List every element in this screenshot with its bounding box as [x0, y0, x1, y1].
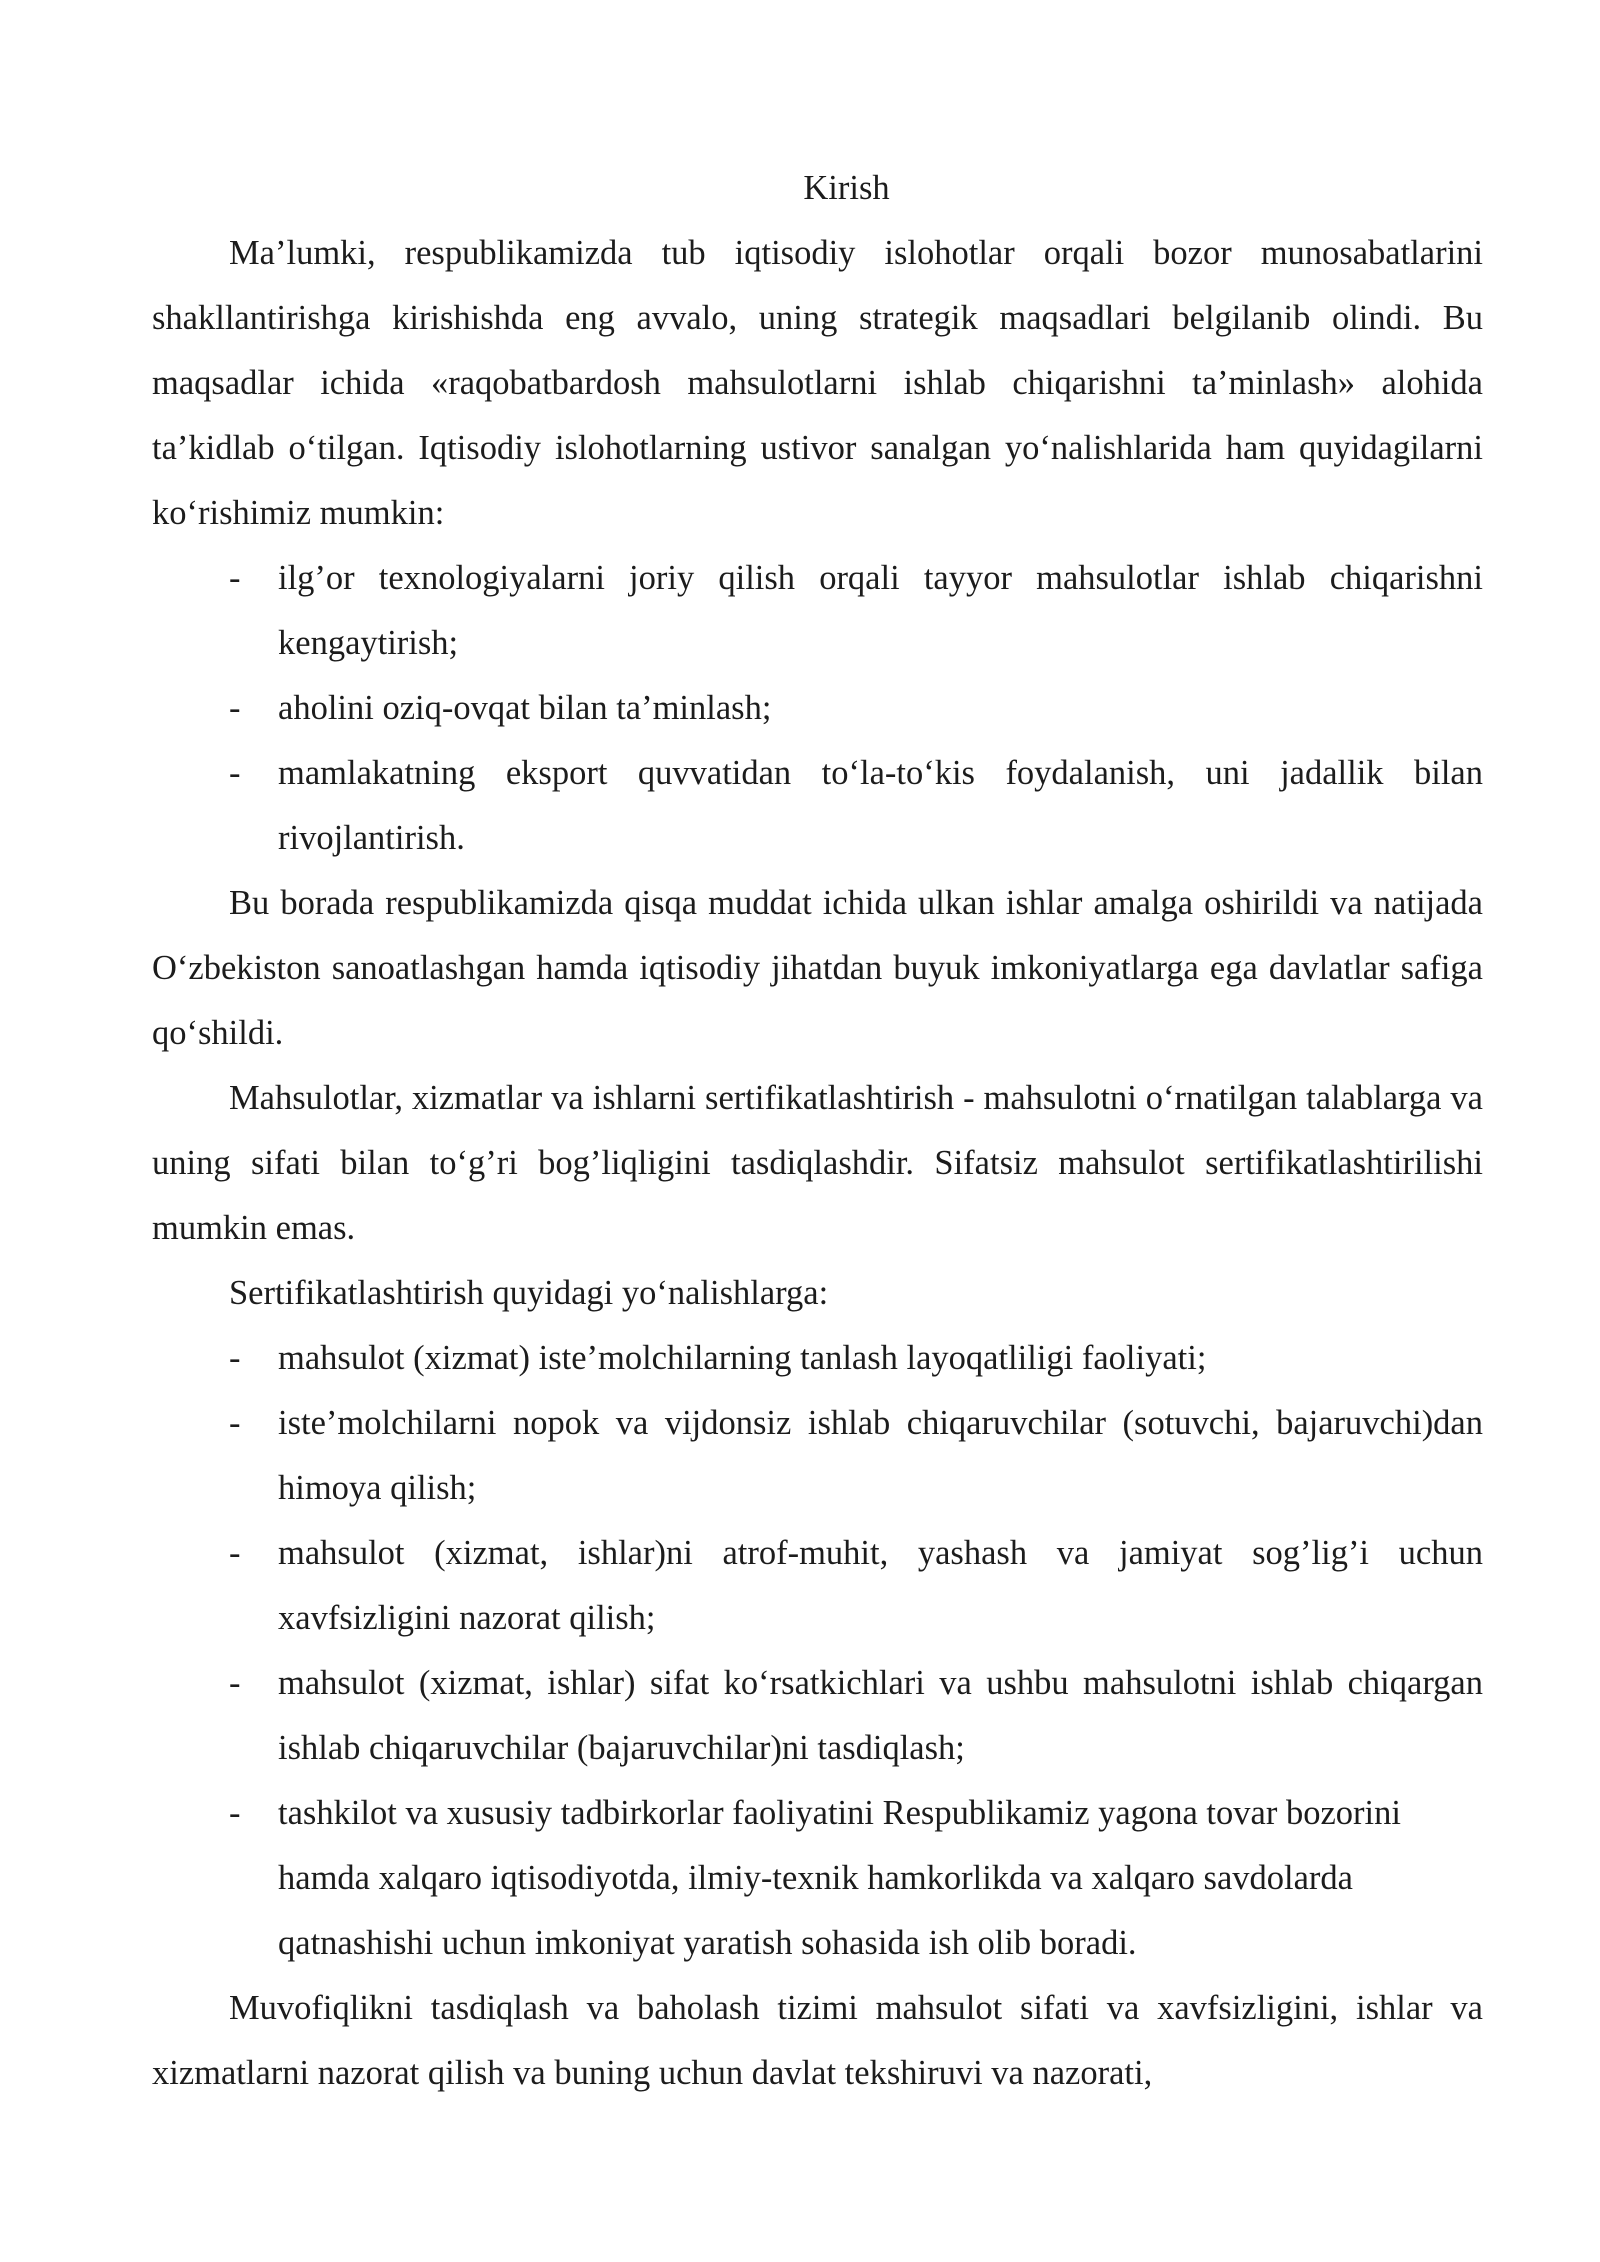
- dash-bullet: -: [229, 1404, 241, 1442]
- list-item-text: mahsulot (xizmat, ishlar)ni atrof-muhit, yashash va jamiyat sog’lig’i uchun xavfsizligini nazorat qilish;: [278, 1534, 1483, 1637]
- dash-bullet: -: [229, 1534, 241, 1572]
- paragraph-achievements: Bu borada respublikamizda qisqa muddat ichida ulkan ishlar amalga oshirildi va natijada O‘zbekiston sanoatlashgan hamda iqtisodiy jihatdan buyuk imkoniyatlarga ega davlatlar safiga qo‘shildi.: [152, 884, 1483, 1052]
- paragraph-conformity: Muvofiqlikni tasdiqlash va baholash tizimi mahsulot sifati va xavfsizligini, ishlar va xizmatlarni nazorat qilish va buning uchun davlat tekshiruvi va nazorati,: [152, 1989, 1483, 2092]
- certification-directions-list: [152, 1326, 1483, 1976]
- paragraph-certification-directions: Sertifikatlashtirish quyidagi yo‘nalishlarga:: [229, 1274, 829, 1312]
- dash-bullet: -: [229, 754, 241, 792]
- list-item: [152, 1521, 1483, 1651]
- dash-bullet: -: [229, 1339, 241, 1377]
- list-item-text: mahsulot (xizmat, ishlar) sifat ko‘rsatkichlari va ushbu mahsulotni ishlab chiqargan ishlab chiqaruvchilar (bajaruvchilar)ni tasdiqlash;: [278, 1664, 1483, 1767]
- paragraph-certification-definition: Mahsulotlar, xizmatlar va ishlarni sertifikatlashtirish - mahsulotni o‘rnatilgan talablarga va uning sifati bilan to‘g’ri bog’liqligini tasdiqlashdir. Sifatsiz mahsulot sertifikatlashtirilishi mumkin emas.: [152, 1079, 1483, 1247]
- dash-bullet: -: [229, 559, 241, 597]
- paragraph-intro: Ma’lumki, respublikamizda tub iqtisodiy islohotlar orqali bozor munosabatlarini shakllantirishga kirishishda eng avvalo, uning strategik maqsadlari belgilanib olindi. Bu maqsadlar ichida «raqobatbardosh mahsulotlarni ishlab chiqarishni ta’minlash» alohida ta’kidlab o‘tilgan. Iqtisodiy islohotlarning ustivor sanalgan yo‘nalishlarida ham quyidagilarni ko‘rishimiz mumkin:: [152, 234, 1483, 532]
- list-item: [152, 1326, 1483, 1391]
- dash-bullet: -: [229, 1794, 241, 1832]
- page-title: Kirish: [803, 169, 890, 207]
- list-item-text: mamlakatning eksport quvvatidan to‘la-to‘kis foydalanish, uni jadallik bilan rivojlantirish.: [278, 754, 1483, 857]
- list-item-text: aholini oziq-ovqat bilan ta’minlash;: [278, 689, 772, 727]
- dash-bullet: -: [229, 1664, 241, 1702]
- list-item: [152, 1781, 1483, 1976]
- list-item-text: iste’molchilarni nopok va vijdonsiz ishlab chiqaruvchilar (sotuvchi, bajaruvchi)dan himoya qilish;: [278, 1404, 1483, 1507]
- priority-list: [152, 546, 1483, 871]
- dash-bullet: -: [229, 689, 241, 727]
- list-item-text: mahsulot (xizmat) iste’molchilarning tanlash layoqatliligi faoliyati;: [278, 1339, 1207, 1377]
- list-item: [152, 1651, 1483, 1781]
- list-item: [152, 546, 1483, 676]
- list-item: [152, 1391, 1483, 1521]
- document-body: [152, 156, 1483, 2106]
- list-item-text: tashkilot va xususiy tadbirkorlar faoliyatini Respublikamiz yagona tovar bozorini hamda xalqaro iqtisodiyotda, ilmiy-texnik hamkorlikda va xalqaro savdolarda qatnashishi uchun imkoniyat yaratish sohasida ish olib boradi.: [278, 1794, 1401, 1962]
- list-item: [152, 741, 1483, 871]
- list-item-text: ilg’or texnologiyalarni joriy qilish orqali tayyor mahsulotlar ishlab chiqarishni kengaytirish;: [278, 559, 1483, 662]
- list-item: [152, 676, 1483, 741]
